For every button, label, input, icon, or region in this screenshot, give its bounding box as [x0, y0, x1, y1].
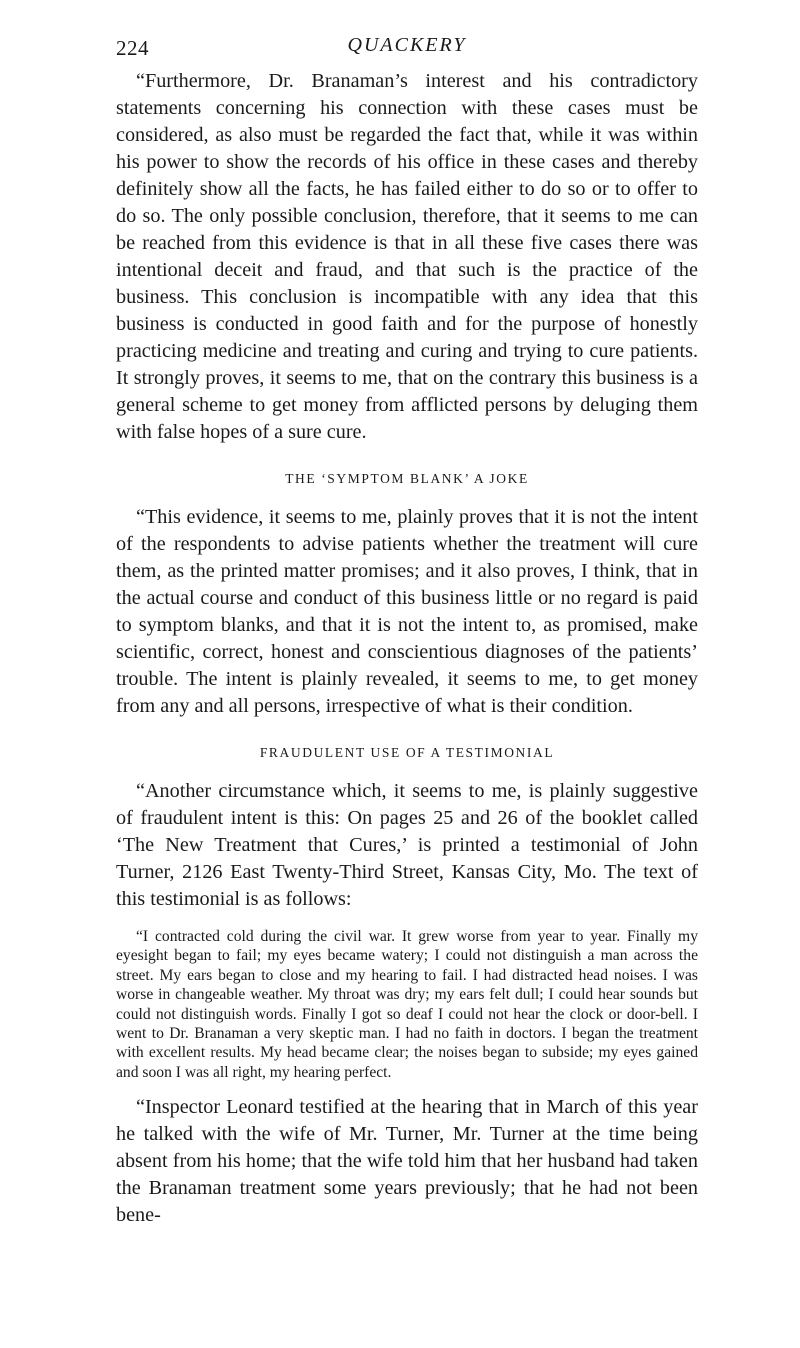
- body-paragraph-4: “Inspector Leonard testified at the hearing that in March of this year he talked with the wife of Mr. Turner, Mr. Turner at the time being absent from his home; that the wife told him that her husband had taken the Branaman treatment some years previously; that he had not been bene-: [116, 1096, 698, 1227]
- running-header: [116, 0, 698, 60]
- section-heading-symptom-blank: THE ‘SYMPTOM BLANK’ A JOKE: [285, 471, 529, 486]
- section-heading-fraudulent-testimonial: FRAUDULENT USE OF A TESTIMONIAL: [259, 745, 555, 760]
- body-paragraph-2: “This evidence, it seems to me, plainly proves that it is not the intent of the respondents to advise patients whether the treatment will cure them, as the printed matter promises; and it also proves, I think, that in the actual course and conduct of this business little or no regard is paid to symptom blanks, and that it is not the intent to, as promised, make scientific, correct, honest and conscientious diagnoses of the patients’ trouble. The intent is plainly revealed, it seems to me, to get money from any and all persons, irrespective of what is their condition.: [116, 506, 698, 717]
- body-paragraph-1: “Furthermore, Dr. Branaman’s interest and his contradictory statements concerning his connection with these cases must be considered, as also must be regarded the fact that, while it was within his power to show the records of his office in these cases and thereby definitely show all the facts, he has failed either to do so or to offer to do so. The only possible conclusion, therefore, that it seems to me can be reached from this evidence is that in all these five cases there was intentional deceit and fraud, and that such is the practice of the business. This conclusion is incompatible with any idea that this business is conducted in good faith and for the purpose of honestly practicing medicine and treating and curing and trying to cure patients. It strongly proves, it seems to me, that on the contrary this business is a general scheme to get money from afflicted persons by deluging them with false hopes of a sure cure.: [116, 70, 698, 443]
- running-title: QUACKERY: [347, 34, 467, 56]
- page-number: 224: [116, 36, 149, 60]
- book-page: [116, 0, 698, 1229]
- testimonial-quote: “I contracted cold during the civil war. It grew worse from year to year. Finally my eyesight began to fail; my eyes became watery; I could not distinguish a man across the street. My ears began to close and my hearing to fail. I had distracted head noises. I was worse in changeable weather. My throat was dry; my ears felt dull; I could hear sounds but could not distinguish words. Finally I got so deaf I could not hear the clock or door-bell. I went to Dr. Branaman a very skeptic man. I had no faith in doctors. I began the treatment with excellent results. My head became clear; the noises began to subside; my eyes gained and soon I was all right, my hearing perfect.: [116, 928, 698, 1081]
- body-paragraph-3: “Another circumstance which, it seems to me, is plainly suggestive of fraudulent intent is this: On pages 25 and 26 of the booklet called ‘The New Treatment that Cures,’ is printed a testimonial of John Turner, 2126 East Twenty-Third Street, Kansas City, Mo. The text of this testimonial is as follows:: [116, 780, 698, 910]
